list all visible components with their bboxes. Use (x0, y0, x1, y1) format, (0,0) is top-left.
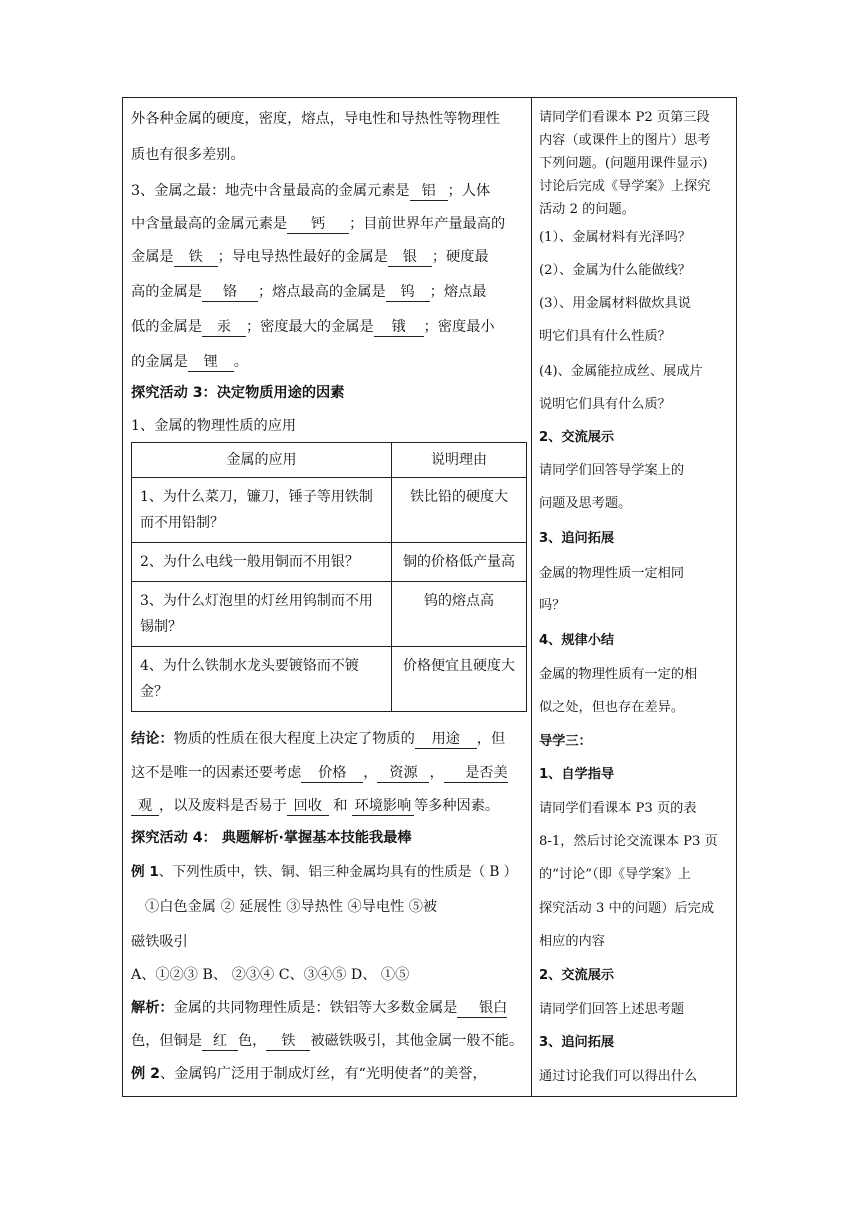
table-row (132, 582, 527, 647)
answer-blank: 钙 (287, 215, 349, 234)
answer-blank: 用途 (415, 730, 477, 749)
table-row (132, 543, 527, 582)
question-2: (2）、金属为什么能做线？ (539, 263, 691, 278)
guide-line: 请同学们回答导学案上的 (539, 463, 685, 478)
guide-line: 请同学们看课本 P3 页的表 (539, 801, 697, 816)
table-header-row (132, 443, 527, 478)
answer-blank: 汞 (202, 318, 246, 337)
table-cell-question: 2、为什么电线一般用铜而不用银？ (132, 543, 392, 582)
answer-blank: 锇 (374, 318, 424, 337)
guide-line: 请同学们回答上述思考题 (539, 1002, 685, 1017)
example2-line-1: 例 2、金属钨广泛用于制成灯丝，有“光明使者”的美誉， (131, 1066, 487, 1082)
table-cell-reason: 价格便宜且硬度大 (392, 647, 527, 712)
answer-blank: 钨 (386, 283, 430, 302)
guide-line: 金属的物理性质有一定的相 (539, 667, 698, 682)
answer-blank: 银 (388, 248, 432, 267)
table-cell-reason: 铜的价格低产量高 (392, 543, 527, 582)
table-header-cell: 说明理由 (392, 443, 527, 478)
fact-line-6: 的金属是 锂 。 (131, 354, 248, 370)
section-heading: 导学三： (539, 734, 592, 749)
guide-line: 通过讨论我们可以得出什么 (539, 1069, 698, 1084)
analysis-line-1: 解析：金属的共同物理性质是：铁铝等大多数金属是 银白 (131, 1000, 508, 1016)
column-divider (531, 98, 532, 1096)
fact-line-4: 高的金属是 铬 ；熔点最高的金属是 钨 ；熔点最 (131, 284, 487, 300)
guide-line: 讨论后完成《导学案》上探究 (539, 179, 711, 194)
guide-line: 似之处，但也存在差异。 (539, 700, 685, 715)
conclusion-line-1: 结论：物质的性质在很大程度上决定了物质的 用途 ，但 (131, 731, 506, 747)
table-cell-question: 4、为什么铁制水龙头要镀铬而不镀金？ (132, 647, 392, 712)
answer-blank: 铁 (266, 1032, 310, 1051)
answer-blank: 铁 (174, 248, 218, 267)
guide-line: 问题及思考题。 (539, 496, 632, 511)
intro-line-1: 外各种金属的硬度，密度，熔点，导电性和导热性等物理性 (131, 111, 500, 127)
question-3-cont: 明它们具有什么性质？ (539, 329, 671, 344)
conclusion-line-2: 这不是唯一的因素还要考虑 价格 ， 资源 ， 是否美 (131, 765, 508, 781)
answer-blank: 铬 (202, 283, 258, 302)
conclusion-line-3: 观 ，以及废料是否易于 回收 和 环境影响 等多种因素。 (131, 796, 499, 816)
activity3-subheading: 1、金属的物理性质的应用 (131, 418, 297, 434)
guide-line: 活动 2 的问题。 (539, 202, 635, 217)
guide-line: 吗？ (539, 598, 566, 613)
fact-line-5: 低的金属是 汞 ；密度最大的金属是 锇 ；密度最小 (131, 319, 495, 335)
question-1: (1）、金属材料有光泽吗？ (539, 230, 691, 245)
answer-blank: 回收 (287, 797, 329, 816)
section-heading: 1、自学指导 (539, 767, 615, 782)
table-header-cell: 金属的应用 (132, 443, 392, 478)
lesson-table-frame (122, 97, 737, 1097)
guide-line: 下列问题。(问题用课件显示) (539, 156, 708, 171)
answer-blank: 资源 (377, 764, 429, 783)
guide-line: 内容（或课件上的图片）思考 (539, 133, 711, 148)
guide-line: 探究活动 3 中的问题）后完成 (539, 901, 715, 916)
table-row (132, 647, 527, 712)
section-heading: 4、规律小结 (539, 633, 615, 648)
question-4-cont: 说明它们具有什么质？ (539, 397, 671, 412)
fact-line-3: 金属是 铁 ；导电导热性最好的金属是 银 ；硬度最 (131, 249, 489, 265)
activity4-heading: 探究活动 4： 典题解析·掌握基本技能我最棒 (131, 830, 412, 846)
application-table (131, 442, 527, 712)
fact-line-2: 中含量最高的金属元素是 钙 ；目前世界年产量最高的 (131, 216, 506, 232)
example1-options: A、①②③ B、 ②③④ C、③④⑤ D、 ①⑤ (131, 967, 410, 983)
section-heading: 3、追问拓展 (539, 1035, 615, 1050)
intro-line-2: 质也有很多差别。 (131, 147, 245, 163)
question-3: (3）、用金属材料做炊具说 (539, 296, 691, 311)
answer-blank: 是否美 (444, 764, 508, 783)
example1-line-1: 例 1、下列性质中，铁、铜、铝三种金属均具有的性质是（ B ） (131, 864, 518, 880)
analysis-line-2: 色，但铜是 红 色， 铁 被磁铁吸引，其他金属一般不能。 (131, 1033, 524, 1049)
guide-line: 的“讨论”（即《导学案》上 (539, 867, 691, 882)
table-row (132, 478, 527, 543)
table-cell-question: 1、为什么菜刀，镰刀，锤子等用铁制而不用铅制？ (132, 478, 392, 543)
example1-line-2: ①白色金属 ② 延展性 ③导热性 ④导电性 ⑤被 (145, 899, 438, 915)
section-heading: 2、交流展示 (539, 430, 615, 445)
answer-blank: 红 (202, 1032, 238, 1051)
section-heading: 2、交流展示 (539, 968, 615, 983)
answer-blank: 环境影响 (352, 797, 414, 816)
table-cell-reason: 钨的熔点高 (392, 582, 527, 647)
answer-blank: 银白 (457, 999, 507, 1018)
section-heading: 3、追问拓展 (539, 531, 615, 546)
guide-line: 相应的内容 (539, 934, 605, 949)
answer-blank: 观 (131, 797, 159, 816)
answer-blank: 铝 (410, 182, 448, 201)
fact-line-1: 3、金属之最：地壳中含量最高的金属元素是 铝 ；人体 (131, 183, 491, 199)
guide-line: 请同学们看课本 P2 页第三段 (539, 110, 710, 125)
activity3-heading: 探究活动 3：决定物质用途的因素 (131, 385, 345, 401)
table-cell-reason: 铁比铅的硬度大 (392, 478, 527, 543)
guide-line: 8-1，然后讨论交流课本 P3 页 (539, 834, 718, 849)
answer-blank: 锂 (188, 353, 234, 372)
answer-blank: 价格 (301, 764, 363, 783)
table-cell-question: 3、为什么灯泡里的灯丝用钨制而不用锡制？ (132, 582, 392, 647)
guide-line: 金属的物理性质一定相同 (539, 566, 685, 581)
question-4: (4)、金属能拉成丝、展成片 (539, 364, 703, 379)
example1-line-3: 磁铁吸引 (131, 934, 188, 950)
